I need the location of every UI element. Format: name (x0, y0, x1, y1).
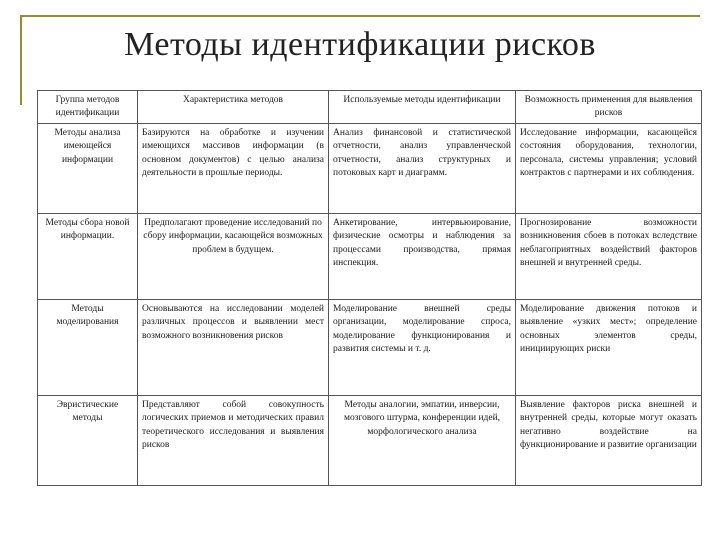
cell-characteristic: Основываются на исследовании моделей различных процессов и выявлении мест возможного возникновения рисков (138, 299, 329, 395)
cell-methods: Анкетирование, интервьюирование, физические осмотры и наблюдения за процессами производства, прямая инспекция. (329, 213, 516, 299)
cell-characteristic: Представляют собой совокупность логических приемов и методических правил теоретического исследования и выявления рисков (138, 395, 329, 485)
cell-group: Эвристические методы (38, 395, 138, 485)
cell-group: Методы моделирования (38, 299, 138, 395)
slide-title: Методы идентификации рисков (124, 26, 596, 63)
cell-applicability: Моделирование движения потоков и выявление «узких мест»; определение основных элементов среды, инициирующих риски (516, 299, 702, 395)
header-methods: Используемые методы идентификации (329, 91, 516, 124)
cell-applicability: Выявление факторов риска внешней и внутренней среды, которые могут оказать негативно воздействие на функционирование и развитие организации (516, 395, 702, 485)
header-characteristic: Характеристика методов (138, 91, 329, 124)
cell-applicability: Исследование информации, касающейся состояния оборудования, технологии, персонала, системы управления; условий контрактов с партнерами и их соблюдения. (516, 123, 702, 213)
table-row (38, 123, 702, 213)
cell-group: Методы анализа имеющейся информации (38, 123, 138, 213)
cell-applicability: Прогнозирование возможности возникновения сбоев в потоках вследствие неблагоприятных воздействий факторов внешней и внутренней среды. (516, 213, 702, 299)
cell-methods: Методы аналогии, эмпатии, инверсии, мозгового штурма, конференции идей, морфологического анализа (329, 395, 516, 485)
cell-characteristic: Предполагают проведение исследований по сбору информации, касающейся возможных проблем в будущем. (138, 213, 329, 299)
cell-group: Методы сбора новой информации. (38, 213, 138, 299)
risk-methods-table (37, 90, 702, 486)
cell-methods: Моделирование внешней среды организации, моделирование спроса, моделирование функционирования и развития системы и т. д. (329, 299, 516, 395)
cell-characteristic: Базируются на обработке и изучении имеющихся массивов информации (в основном документов) с целью анализа деятельности в прошлые периоды. (138, 123, 329, 213)
title-frame-top-line (20, 15, 700, 17)
table-row (38, 395, 702, 485)
header-applicability: Возможность применения для выявления рисков (516, 91, 702, 124)
table-header-row (38, 91, 702, 124)
cell-methods: Анализ финансовой и статистической отчетности, анализ управленческой отчетности, анализ структурных и потоковых карт и диаграмм. (329, 123, 516, 213)
table-row (38, 299, 702, 395)
header-group: Группа методов идентификации (38, 91, 138, 124)
table-row (38, 213, 702, 299)
